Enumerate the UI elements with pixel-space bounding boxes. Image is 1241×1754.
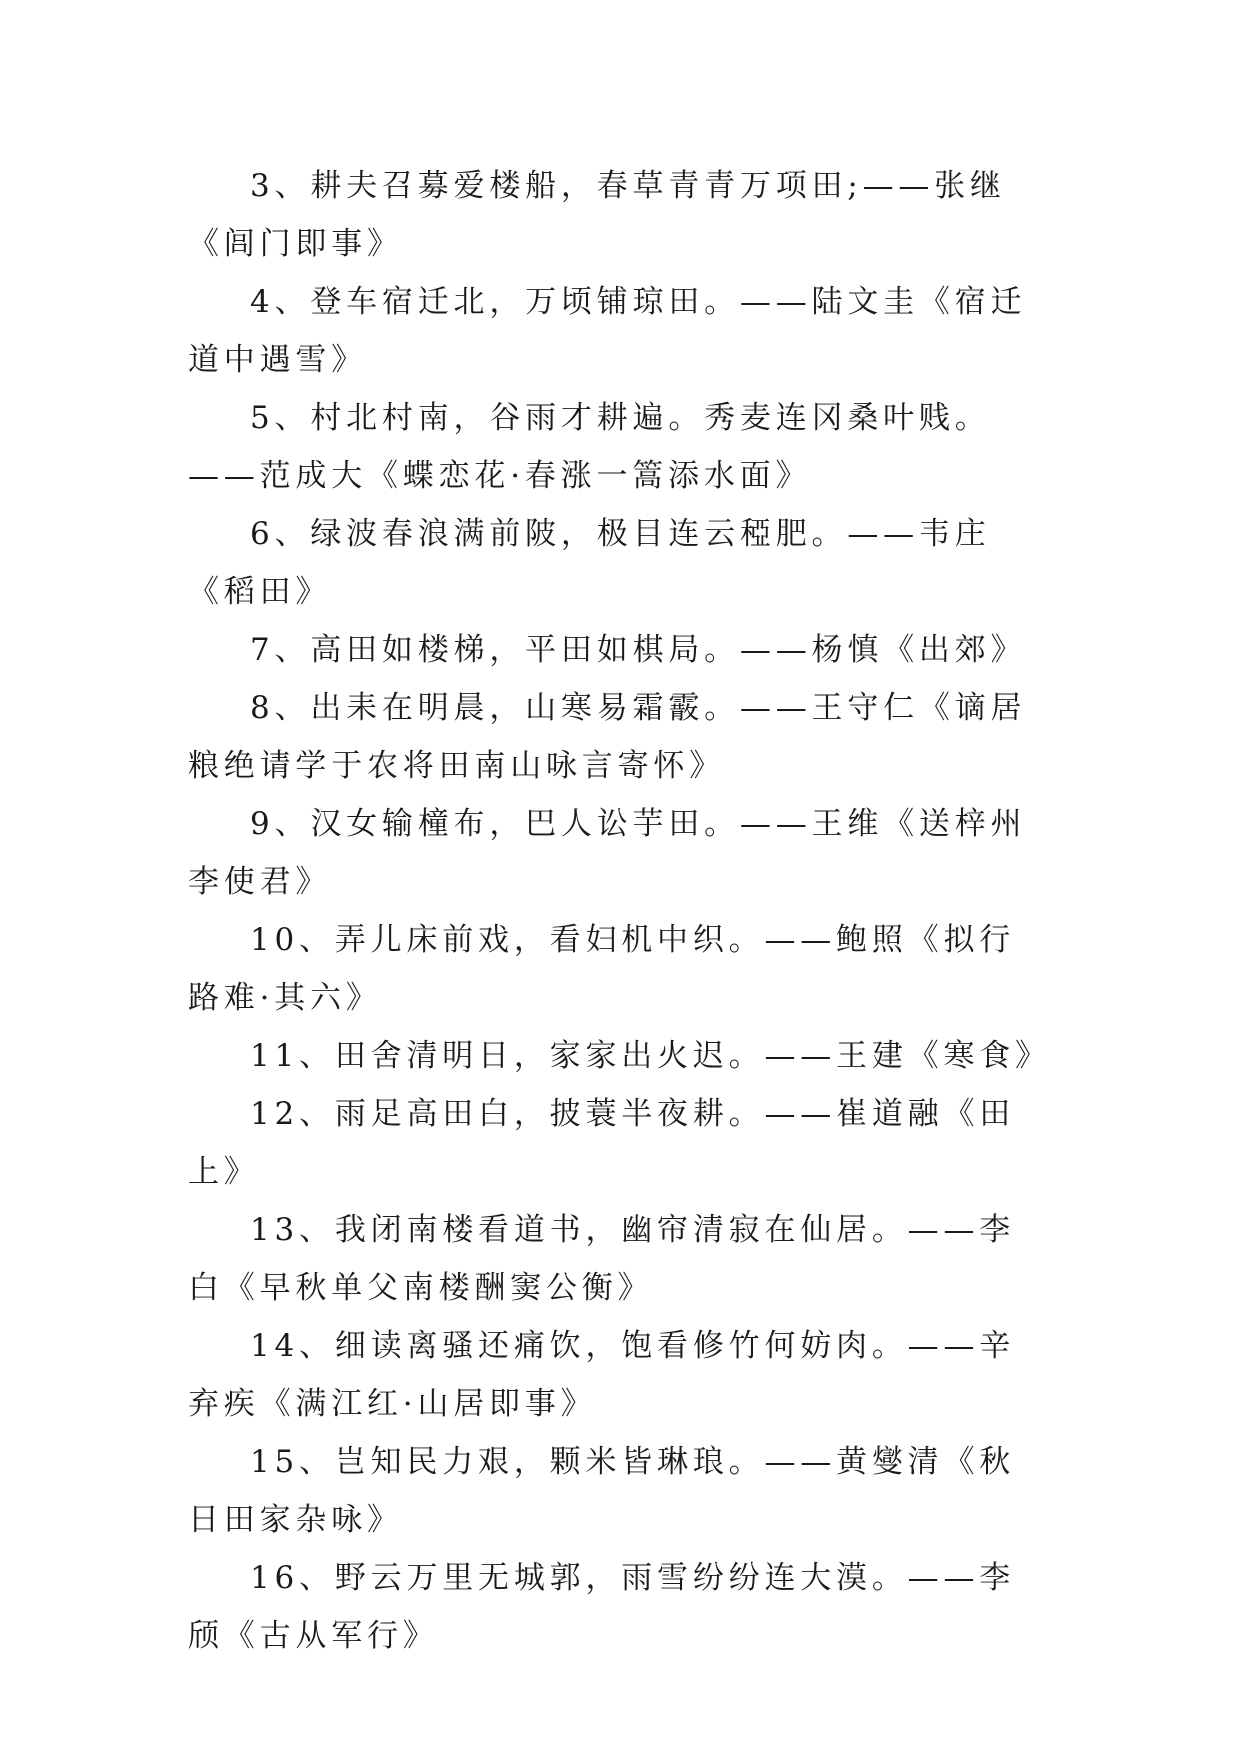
- poem-line-9: 9、汉女输橦布，巴人讼芋田。——王维《送梓州李使君》: [188, 806, 1027, 900]
- poem-line-13: 13、我闭南楼看道书，幽帘清寂在仙居。——李白《早秋单父南楼酬窦公衡》: [188, 1212, 1016, 1306]
- poem-line-15: 15、岂知民力艰，颗米皆琳琅。——黄燮清《秋日田家杂咏》: [188, 1444, 1016, 1538]
- poem-line-10: 10、弄儿床前戏，看妇机中织。——鲍照《拟行路难·其六》: [188, 922, 1016, 1016]
- poem-line-4: 4、登车宿迁北，万顷铺琼田。——陆文圭《宿迁道中遇雪》: [188, 284, 1027, 378]
- poem-line-14: 14、细读离骚还痛饮，饱看修竹何妨肉。——辛弃疾《满江红·山居即事》: [188, 1328, 1016, 1422]
- poem-line-7: 7、高田如楼梯，平田如棋局。——杨慎《出郊》: [250, 632, 1027, 668]
- poem-line-3: 3、耕夫召募爱楼船，春草青青万项田;——张继《闾门即事》: [188, 168, 1006, 262]
- poem-line-5: 5、村北村南，谷雨才耕遍。秀麦连冈桑叶贱。——范成大《蝶恋花·春涨一篙添水面》: [188, 400, 991, 494]
- document-body: [188, 157, 1050, 1665]
- poem-line-6: 6、绿波春浪满前陂，极目连云稏肥。——韦庄《稻田》: [188, 516, 991, 610]
- poem-line-12: 12、雨足高田白，披蓑半夜耕。——崔道融《田上》: [188, 1096, 1016, 1190]
- poem-line-16: 16、野云万里无城郭，雨雪纷纷连大漠。——李颀《古从军行》: [188, 1560, 1016, 1654]
- poem-line-11: 11、田舍清明日，家家出火迟。——王建《寒食》: [250, 1038, 1051, 1074]
- poem-line-8: 8、出耒在明晨，山寒易霜霰。——王守仁《谪居粮绝请学于农将田南山咏言寄怀》: [188, 690, 1027, 784]
